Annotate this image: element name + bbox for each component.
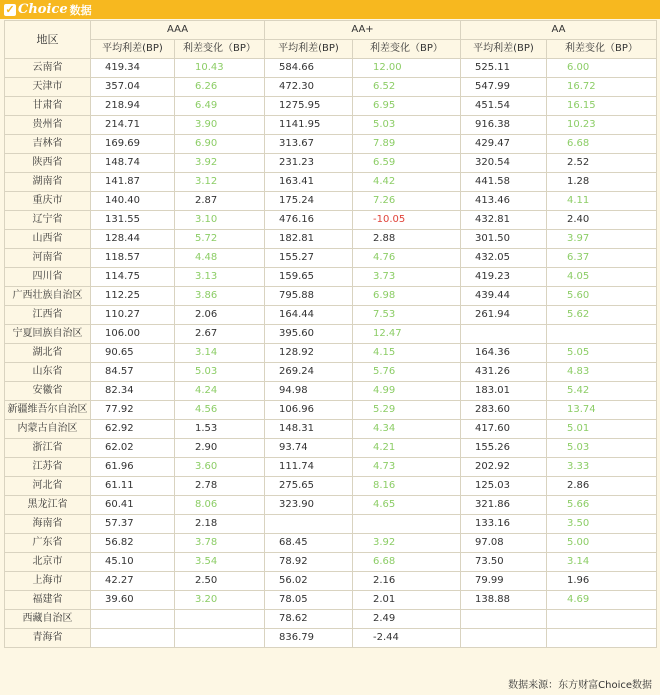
spread-change-cell: 2.88 (353, 230, 461, 249)
region-cell: 宁夏回族自治区 (5, 325, 91, 344)
col-header-spread-change: 利差变化（BP） (547, 40, 657, 59)
region-cell: 天津市 (5, 78, 91, 97)
spread-change-cell: 2.40 (547, 211, 657, 230)
avg-spread-cell: 429.47 (461, 135, 547, 154)
avg-spread-cell: 214.71 (91, 116, 175, 135)
avg-spread-cell: 163.41 (265, 173, 353, 192)
logo-cn-text: 数据 (69, 3, 92, 17)
spread-change-cell: 6.49 (175, 97, 265, 116)
spread-change-cell: 5.60 (547, 287, 657, 306)
spread-change-cell: 5.29 (353, 401, 461, 420)
spread-change-cell: 5.72 (175, 230, 265, 249)
avg-spread-cell: 916.38 (461, 116, 547, 135)
region-cell: 四川省 (5, 268, 91, 287)
region-cell: 吉林省 (5, 135, 91, 154)
spread-change-cell: 4.15 (353, 344, 461, 363)
group-header-aaplus: AA+ (265, 21, 461, 40)
table-row (5, 154, 657, 173)
avg-spread-cell: 320.54 (461, 154, 547, 173)
spread-change-cell: 12.47 (353, 325, 461, 344)
spread-change-cell: 8.06 (175, 496, 265, 515)
spread-change-cell: 5.66 (547, 496, 657, 515)
avg-spread-cell: 159.65 (265, 268, 353, 287)
spread-change-cell: 4.73 (353, 458, 461, 477)
table-row (5, 496, 657, 515)
avg-spread-cell: 128.92 (265, 344, 353, 363)
avg-spread-cell: 182.81 (265, 230, 353, 249)
avg-spread-cell: 275.65 (265, 477, 353, 496)
spread-change-cell: 5.03 (175, 363, 265, 382)
spread-change-cell: 3.14 (547, 553, 657, 572)
avg-spread-cell: 61.11 (91, 477, 175, 496)
region-cell: 江苏省 (5, 458, 91, 477)
avg-spread-cell: 441.58 (461, 173, 547, 192)
spread-change-cell: -2.44 (353, 629, 461, 648)
region-cell: 辽宁省 (5, 211, 91, 230)
avg-spread-cell: 202.92 (461, 458, 547, 477)
table-row (5, 591, 657, 610)
table-row (5, 382, 657, 401)
avg-spread-cell: 525.11 (461, 59, 547, 78)
table-row (5, 325, 657, 344)
spread-change-cell: 6.95 (353, 97, 461, 116)
table-row (5, 306, 657, 325)
avg-spread-cell: 155.27 (265, 249, 353, 268)
source-note: 数据来源：东方财富Choice数据 (508, 680, 652, 691)
avg-spread-cell: 357.04 (91, 78, 175, 97)
spread-change-cell: 2.87 (175, 192, 265, 211)
region-cell: 海南省 (5, 515, 91, 534)
avg-spread-cell: 94.98 (265, 382, 353, 401)
spread-change-cell: 3.60 (175, 458, 265, 477)
avg-spread-cell: 164.36 (461, 344, 547, 363)
spread-change-cell: 16.72 (547, 78, 657, 97)
avg-spread-cell: 169.69 (91, 135, 175, 154)
spread-change-cell: 3.92 (175, 154, 265, 173)
avg-spread-cell: 836.79 (265, 629, 353, 648)
avg-spread-cell: 62.92 (91, 420, 175, 439)
region-cell: 北京市 (5, 553, 91, 572)
col-header-spread-change: 利差变化（BP） (175, 40, 265, 59)
avg-spread-cell: 78.92 (265, 553, 353, 572)
spread-change-cell: 5.62 (547, 306, 657, 325)
region-cell: 贵州省 (5, 116, 91, 135)
avg-spread-cell: 90.65 (91, 344, 175, 363)
spread-change-cell: 6.37 (547, 249, 657, 268)
avg-spread-cell: 79.99 (461, 572, 547, 591)
region-cell: 广东省 (5, 534, 91, 553)
avg-spread-cell: 584.66 (265, 59, 353, 78)
avg-spread-cell: 112.25 (91, 287, 175, 306)
region-cell: 新疆维吾尔自治区 (5, 401, 91, 420)
table-row (5, 268, 657, 287)
spread-change-cell (547, 610, 657, 629)
spread-change-cell: 7.89 (353, 135, 461, 154)
spread-change-cell: 5.00 (547, 534, 657, 553)
spread-change-cell: 5.76 (353, 363, 461, 382)
spread-change-cell: 6.68 (547, 135, 657, 154)
check-icon: ✓ (5, 2, 15, 16)
avg-spread-cell: 148.31 (265, 420, 353, 439)
avg-spread-cell: 125.03 (461, 477, 547, 496)
spread-change-cell: 6.68 (353, 553, 461, 572)
table-row (5, 610, 657, 629)
header-row-sub (5, 40, 657, 59)
spread-change-cell: 6.52 (353, 78, 461, 97)
avg-spread-cell: 42.27 (91, 572, 175, 591)
avg-spread-cell: 476.16 (265, 211, 353, 230)
spread-change-cell: 2.18 (175, 515, 265, 534)
table-row (5, 572, 657, 591)
region-cell: 安徽省 (5, 382, 91, 401)
spread-change-cell: -10.05 (353, 211, 461, 230)
region-cell: 广西壮族自治区 (5, 287, 91, 306)
spread-change-cell: 3.92 (353, 534, 461, 553)
avg-spread-cell (91, 629, 175, 648)
avg-spread-cell: 56.02 (265, 572, 353, 591)
table-row (5, 439, 657, 458)
avg-spread-cell: 106.96 (265, 401, 353, 420)
top-bar (0, 0, 660, 19)
spread-change-cell: 4.56 (175, 401, 265, 420)
spread-change-cell: 3.20 (175, 591, 265, 610)
spread-change-cell: 7.53 (353, 306, 461, 325)
region-cell: 河南省 (5, 249, 91, 268)
spread-change-cell: 13.74 (547, 401, 657, 420)
spread-change-cell: 2.67 (175, 325, 265, 344)
spread-change-cell: 6.59 (353, 154, 461, 173)
avg-spread-cell: 321.86 (461, 496, 547, 515)
spread-change-cell (547, 629, 657, 648)
avg-spread-cell (461, 325, 547, 344)
avg-spread-cell: 313.67 (265, 135, 353, 154)
avg-spread-cell (461, 629, 547, 648)
spread-change-cell: 4.34 (353, 420, 461, 439)
spread-change-cell: 2.16 (353, 572, 461, 591)
region-cell: 福建省 (5, 591, 91, 610)
avg-spread-cell: 84.57 (91, 363, 175, 382)
avg-spread-cell: 419.23 (461, 268, 547, 287)
avg-spread-cell: 1275.95 (265, 97, 353, 116)
avg-spread-cell: 419.34 (91, 59, 175, 78)
spread-change-cell: 4.05 (547, 268, 657, 287)
avg-spread-cell: 141.87 (91, 173, 175, 192)
avg-spread-cell: 62.02 (91, 439, 175, 458)
region-header: 地区 (5, 21, 91, 59)
spread-change-cell: 4.99 (353, 382, 461, 401)
avg-spread-cell: 301.50 (461, 230, 547, 249)
avg-spread-cell: 183.01 (461, 382, 547, 401)
avg-spread-cell: 78.62 (265, 610, 353, 629)
spread-change-cell: 10.23 (547, 116, 657, 135)
table-row (5, 344, 657, 363)
avg-spread-cell (265, 515, 353, 534)
table-row (5, 534, 657, 553)
avg-spread-cell: 413.46 (461, 192, 547, 211)
avg-spread-cell: 118.57 (91, 249, 175, 268)
spread-change-cell: 3.86 (175, 287, 265, 306)
table-row (5, 515, 657, 534)
spread-change-cell: 4.11 (547, 192, 657, 211)
group-header-aaa: AAA (91, 21, 265, 40)
table-row (5, 59, 657, 78)
region-cell: 湖北省 (5, 344, 91, 363)
spread-change-cell: 4.83 (547, 363, 657, 382)
avg-spread-cell: 451.54 (461, 97, 547, 116)
avg-spread-cell: 97.08 (461, 534, 547, 553)
region-cell: 黑龙江省 (5, 496, 91, 515)
avg-spread-cell (91, 610, 175, 629)
region-cell: 湖南省 (5, 173, 91, 192)
col-header-spread-change: 利差变化（BP） (353, 40, 461, 59)
spread-change-cell: 2.50 (175, 572, 265, 591)
spread-change-cell: 3.97 (547, 230, 657, 249)
avg-spread-cell: 472.30 (265, 78, 353, 97)
avg-spread-cell: 128.44 (91, 230, 175, 249)
table-row (5, 116, 657, 135)
avg-spread-cell: 155.26 (461, 439, 547, 458)
avg-spread-cell: 45.10 (91, 553, 175, 572)
spread-change-cell: 6.98 (353, 287, 461, 306)
spread-change-cell: 3.10 (175, 211, 265, 230)
spread-change-cell: 3.14 (175, 344, 265, 363)
spread-change-cell: 6.00 (547, 59, 657, 78)
table-row (5, 211, 657, 230)
spread-change-cell: 2.06 (175, 306, 265, 325)
spread-change-cell: 10.43 (175, 59, 265, 78)
spread-change-cell (353, 515, 461, 534)
spread-change-cell: 2.86 (547, 477, 657, 496)
avg-spread-cell: 56.82 (91, 534, 175, 553)
spread-change-cell: 2.78 (175, 477, 265, 496)
avg-spread-cell: 323.90 (265, 496, 353, 515)
region-cell: 上海市 (5, 572, 91, 591)
region-cell: 浙江省 (5, 439, 91, 458)
spread-change-cell: 5.01 (547, 420, 657, 439)
avg-spread-cell: 231.23 (265, 154, 353, 173)
table-row (5, 629, 657, 648)
avg-spread-cell: 93.74 (265, 439, 353, 458)
spread-change-cell: 3.90 (175, 116, 265, 135)
region-cell: 甘肃省 (5, 97, 91, 116)
spread-change-cell: 5.03 (353, 116, 461, 135)
avg-spread-cell: 131.55 (91, 211, 175, 230)
avg-spread-cell: 164.44 (265, 306, 353, 325)
avg-spread-cell: 110.27 (91, 306, 175, 325)
avg-spread-cell: 39.60 (91, 591, 175, 610)
spread-change-cell: 5.03 (547, 439, 657, 458)
avg-spread-cell: 106.00 (91, 325, 175, 344)
spread-change-cell: 3.78 (175, 534, 265, 553)
region-cell: 河北省 (5, 477, 91, 496)
region-cell: 西藏自治区 (5, 610, 91, 629)
avg-spread-cell: 78.05 (265, 591, 353, 610)
avg-spread-cell: 60.41 (91, 496, 175, 515)
spread-change-cell: 4.76 (353, 249, 461, 268)
spread-change-cell: 5.05 (547, 344, 657, 363)
region-cell: 陕西省 (5, 154, 91, 173)
spread-change-cell (547, 325, 657, 344)
spread-change-cell: 4.65 (353, 496, 461, 515)
avg-spread-cell (461, 610, 547, 629)
choice-logo (4, 1, 92, 18)
spread-change-cell: 4.69 (547, 591, 657, 610)
spread-change-cell: 3.73 (353, 268, 461, 287)
spread-change-cell: 12.00 (353, 59, 461, 78)
spread-change-cell: 7.26 (353, 192, 461, 211)
avg-spread-cell: 432.81 (461, 211, 547, 230)
avg-spread-cell: 395.60 (265, 325, 353, 344)
table-row (5, 401, 657, 420)
region-cell: 内蒙古自治区 (5, 420, 91, 439)
spread-change-cell: 16.15 (547, 97, 657, 116)
avg-spread-cell: 77.92 (91, 401, 175, 420)
group-header-aa: AA (461, 21, 657, 40)
avg-spread-cell: 283.60 (461, 401, 547, 420)
spread-change-cell: 1.28 (547, 173, 657, 192)
region-cell: 山西省 (5, 230, 91, 249)
avg-spread-cell: 111.74 (265, 458, 353, 477)
spread-change-cell: 2.90 (175, 439, 265, 458)
avg-spread-cell: 61.96 (91, 458, 175, 477)
region-cell: 重庆市 (5, 192, 91, 211)
spread-change-cell: 4.21 (353, 439, 461, 458)
spread-change-cell: 3.13 (175, 268, 265, 287)
region-cell: 青海省 (5, 629, 91, 648)
spread-change-cell: 4.24 (175, 382, 265, 401)
col-header-avg-spread: 平均利差(BP) (265, 40, 353, 59)
avg-spread-cell: 432.05 (461, 249, 547, 268)
avg-spread-cell: 73.50 (461, 553, 547, 572)
avg-spread-cell: 148.74 (91, 154, 175, 173)
table-row (5, 173, 657, 192)
avg-spread-cell: 133.16 (461, 515, 547, 534)
avg-spread-cell: 261.94 (461, 306, 547, 325)
spread-change-cell: 3.33 (547, 458, 657, 477)
avg-spread-cell: 138.88 (461, 591, 547, 610)
avg-spread-cell: 795.88 (265, 287, 353, 306)
avg-spread-cell: 269.24 (265, 363, 353, 382)
avg-spread-cell: 82.34 (91, 382, 175, 401)
table-row (5, 230, 657, 249)
table-row (5, 97, 657, 116)
spread-change-cell: 3.50 (547, 515, 657, 534)
table-row (5, 553, 657, 572)
table-row (5, 78, 657, 97)
header-row-groups (5, 21, 657, 40)
table-body (5, 59, 657, 648)
spread-change-cell: 6.90 (175, 135, 265, 154)
table-row (5, 192, 657, 211)
avg-spread-cell: 140.40 (91, 192, 175, 211)
spread-change-cell: 3.54 (175, 553, 265, 572)
col-header-avg-spread: 平均利差(BP) (461, 40, 547, 59)
table-row (5, 458, 657, 477)
spread-change-cell: 4.42 (353, 173, 461, 192)
avg-spread-cell: 175.24 (265, 192, 353, 211)
spread-change-cell: 1.96 (547, 572, 657, 591)
avg-spread-cell: 218.94 (91, 97, 175, 116)
spread-change-cell: 1.53 (175, 420, 265, 439)
spread-change-cell: 4.48 (175, 249, 265, 268)
table-row (5, 135, 657, 154)
table-row (5, 287, 657, 306)
table-row (5, 420, 657, 439)
region-cell: 江西省 (5, 306, 91, 325)
avg-spread-cell: 114.75 (91, 268, 175, 287)
spread-change-cell: 2.52 (547, 154, 657, 173)
table-row (5, 477, 657, 496)
spread-change-cell: 2.01 (353, 591, 461, 610)
avg-spread-cell: 431.26 (461, 363, 547, 382)
spread-change-cell: 8.16 (353, 477, 461, 496)
avg-spread-cell: 68.45 (265, 534, 353, 553)
avg-spread-cell: 417.60 (461, 420, 547, 439)
spread-table (4, 20, 657, 648)
avg-spread-cell: 1141.95 (265, 116, 353, 135)
avg-spread-cell: 57.37 (91, 515, 175, 534)
spread-change-cell: 5.42 (547, 382, 657, 401)
spread-change-cell: 6.26 (175, 78, 265, 97)
region-cell: 山东省 (5, 363, 91, 382)
spread-change-cell (175, 610, 265, 629)
avg-spread-cell: 439.44 (461, 287, 547, 306)
avg-spread-cell: 547.99 (461, 78, 547, 97)
spread-change-cell: 3.12 (175, 173, 265, 192)
table-row (5, 363, 657, 382)
table-row (5, 249, 657, 268)
spread-change-cell: 2.49 (353, 610, 461, 629)
region-cell: 云南省 (5, 59, 91, 78)
spread-change-cell (175, 629, 265, 648)
logo-text: Choice (18, 2, 68, 17)
col-header-avg-spread: 平均利差(BP) (91, 40, 175, 59)
